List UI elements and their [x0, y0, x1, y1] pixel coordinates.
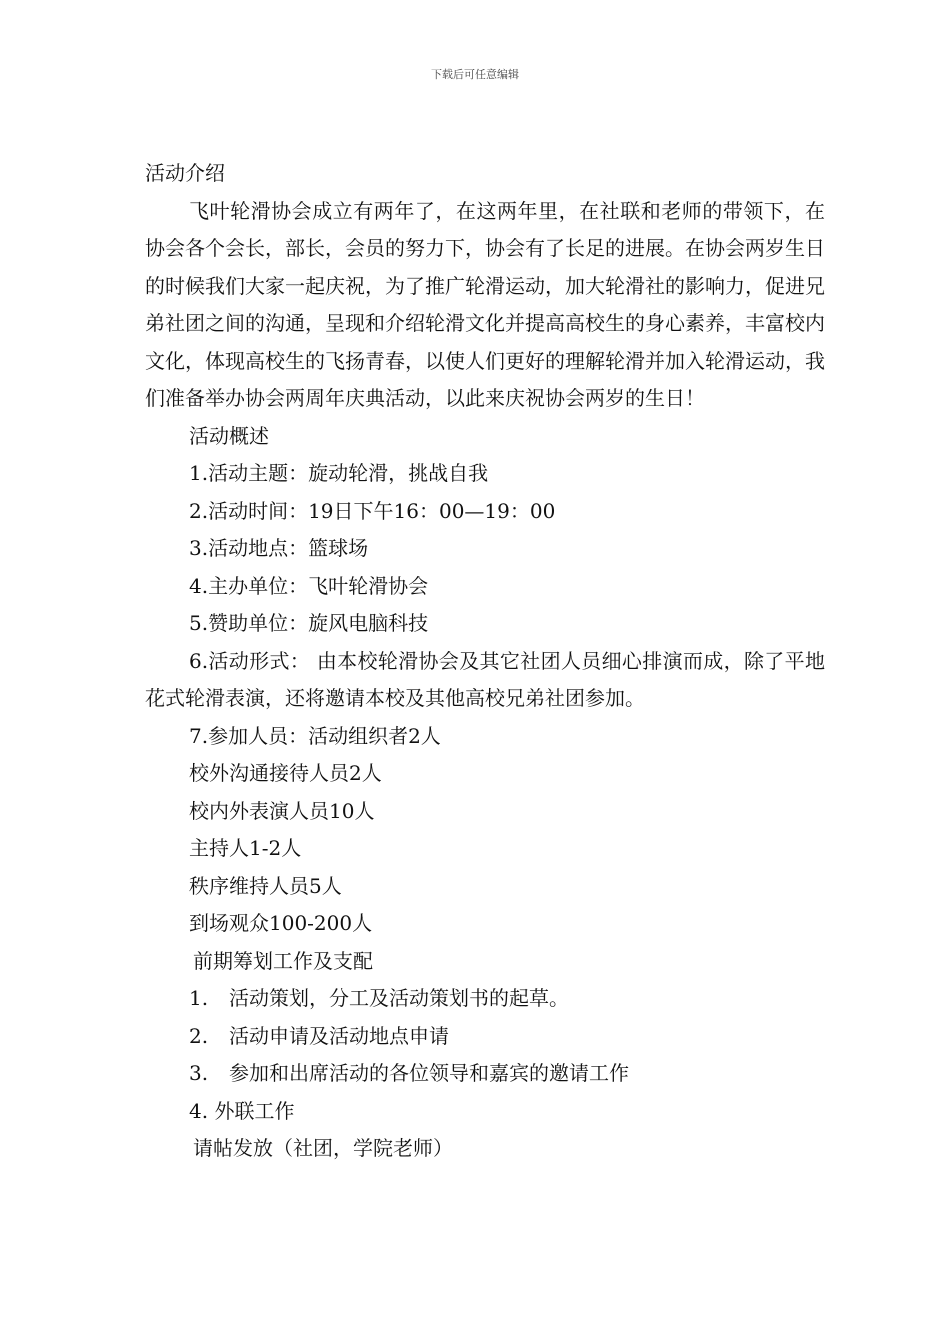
participant-item: 秩序维持人员5人: [189, 873, 342, 898]
prep-item: [145, 980, 825, 1018]
intro-paragraph: 飞叶轮滑协会成立有两年了，在这两年里，在社联和老师的带领下，在协会各个会长，部长，会员的努力下，协会有了长足的进展。在协会两岁生日的时候我们大家一起庆祝，为了推广轮滑运动，加大轮滑社的影响力，促进兄弟社团之间的沟通，呈现和介绍轮滑文化并提高高校生的身心素养，丰富校内文化，体现高校生的飞扬青春，以使人们更好的理解轮滑并加入轮滑运动，我们准备举办协会两周年庆典活动，以此来庆祝协会两岁的生日！: [145, 198, 825, 410]
prep-item-number: 2.: [189, 1023, 209, 1048]
section-title-intro: 活动介绍: [145, 161, 225, 185]
prep-item: [145, 1018, 825, 1056]
section-title-overview: 活动概述: [189, 423, 269, 448]
activity-form-paragraph: 6.活动形式： 由本校轮滑协会及其它社团人员细心排演而成，除了平地花式轮滑表演，还将邀请本校及其他高校兄弟社团参加。: [145, 648, 825, 710]
header-note: 下载后可任意编辑: [431, 68, 519, 81]
participant-item: 到场观众100-200人: [189, 911, 373, 935]
document-body: [145, 155, 825, 1168]
participant-item: 校外沟通接待人员2人: [189, 761, 382, 785]
overview-item: 4.主办单位：飞叶轮滑协会: [189, 573, 429, 598]
prep-item-text: 参加和出席活动的各位领导和嘉宾的邀请工作: [229, 1061, 629, 1085]
prep-item-text: 活动策划，分工及活动策划书的起草。: [229, 986, 569, 1010]
overview-item: 1.活动主题：旋动轮滑，挑战自我: [189, 461, 489, 485]
section-title-prep: 前期筹划工作及支配: [193, 948, 373, 973]
prep-item: [145, 1055, 825, 1093]
prep-item-text: 活动申请及活动地点申请: [229, 1023, 449, 1048]
participant-item: 校内外表演人员10人: [189, 798, 375, 823]
overview-item: 3.活动地点：篮球场: [189, 536, 369, 560]
overview-item: 2.活动时间：19日下午16：00—19：00: [189, 498, 556, 523]
overview-item: 5.赞助单位：旋风电脑科技: [189, 611, 429, 635]
liaison-item: 请帖发放（社团，学院老师）: [193, 1136, 453, 1160]
prep-item-number: 3.: [189, 1061, 209, 1085]
participants-title: 7.参加人员：活动组织者2人: [189, 723, 441, 748]
prep-item-number: 1.: [189, 986, 209, 1010]
liaison-title: 4. 外联工作: [189, 1098, 295, 1123]
participant-item: 主持人1-2人: [189, 836, 302, 860]
